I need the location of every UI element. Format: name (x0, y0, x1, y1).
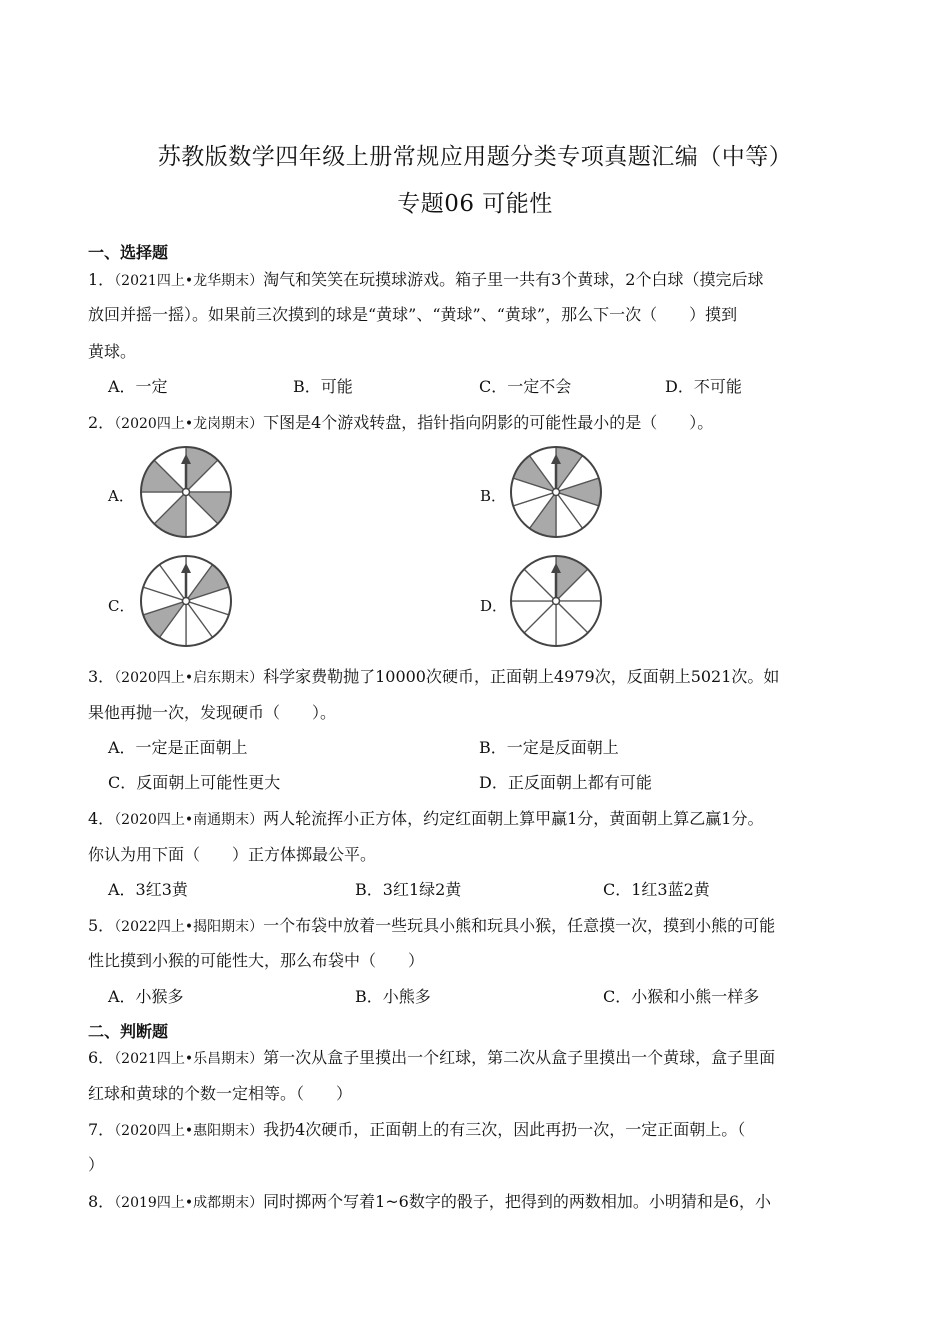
q1-text-3: 黄球。 (88, 342, 137, 361)
question-6-line-1 (88, 1048, 868, 1069)
question-4-line-1 (88, 809, 868, 830)
q1-text-1: 淘气和笑笑在玩摸球游戏。箱子里一共有3个黄球，2个白球（摸完后球 (263, 270, 764, 289)
q3-option-a[interactable]: A．一定是正面朝上 (108, 738, 248, 757)
q4-text-1: 两人轮流挥小正方体，约定红面朝上算甲赢1分，黄面朝上算乙赢1分。 (263, 809, 764, 828)
q7-text-2: ） (88, 1155, 105, 1174)
q2-option-c-label[interactable]: C． (108, 597, 135, 615)
q5-number: 5． (88, 916, 115, 935)
q2-option-d-label[interactable]: D． (480, 597, 508, 615)
page-title: 苏教版数学四年级上册常规应用题分类专项真题汇编（中等） (157, 144, 793, 170)
q6-number: 6． (88, 1048, 115, 1067)
q1-option-d[interactable]: D．不可能 (665, 377, 742, 396)
q5-option-b[interactable]: B．小熊多 (355, 987, 431, 1006)
q6-text-2: 红球和黄球的个数一定相等。（ ） (88, 1084, 353, 1103)
q5-text-1: 一个布袋中放着一些玩具小熊和玩具小猴，任意摸一次，摸到小熊的可能 (263, 916, 776, 935)
spinner-d[interactable] (508, 553, 604, 649)
question-3-line-1 (88, 667, 868, 688)
q6-source: （2021四上•乐昌期末） (114, 1051, 264, 1067)
q5-source: （2022四上•揭阳期末） (114, 919, 264, 935)
question-2-line-1 (88, 413, 868, 434)
q8-source: （2019四上•成都期末） (114, 1195, 264, 1211)
section-judgment: 二、判断题 (88, 1022, 169, 1041)
q2-option-b-label[interactable]: B． (480, 487, 507, 505)
q5-option-a[interactable]: A．小猴多 (108, 987, 184, 1006)
page-subtitle: 专题06 可能性 (397, 191, 553, 217)
q5-text-2: 性比摸到小猴的可能性大，那么布袋中（ ） (88, 951, 425, 970)
q1-source: （2021四上•龙华期末） (114, 273, 264, 289)
q3-text-1: 科学家费勒抛了10000次硬币，正面朝上4979次，反面朝上5021次。如 (263, 667, 780, 686)
q3-number: 3． (88, 667, 115, 686)
q4-option-a[interactable]: A．3红3黄 (108, 880, 188, 899)
q5-option-c[interactable]: C．小猴和小熊一样多 (603, 987, 760, 1006)
q1-text-2: 放回并摇一摇）。如果前三次摸到的球是“黄球”、“黄球”、“黄球”，那么下一次（ ）摸到 (88, 305, 738, 324)
q1-option-b[interactable]: B．可能 (293, 377, 353, 396)
q2-source: （2020四上•龙岗期末） (114, 416, 264, 432)
q4-option-b[interactable]: B．3红1绿2黄 (355, 880, 462, 899)
q3-source: （2020四上•启东期末） (114, 670, 264, 686)
q4-text-2: 你认为用下面（ ）正方体掷最公平。 (88, 845, 377, 864)
q2-number: 2． (88, 413, 115, 432)
q7-number: 7． (88, 1120, 115, 1139)
q8-text-1: 同时掷两个写着1~6数字的骰子，把得到的两数相加。小明猜和是6，小 (263, 1192, 772, 1211)
spinner-c[interactable] (138, 553, 234, 649)
section-choice: 一、选择题 (88, 243, 169, 262)
q7-source: （2020四上•惠阳期末） (114, 1123, 264, 1139)
question-7-line-1 (88, 1120, 868, 1141)
q4-source: （2020四上•南通期末） (114, 812, 264, 828)
q8-number: 8． (88, 1192, 115, 1211)
q3-option-b[interactable]: B．一定是反面朝上 (479, 738, 619, 757)
question-5-line-1 (88, 916, 868, 937)
question-1-line-1 (88, 270, 868, 291)
q1-option-a[interactable]: A．一定 (108, 377, 168, 396)
spinner-b[interactable] (508, 444, 604, 540)
q3-text-2: 果他再抛一次，发现硬币（ ）。 (88, 703, 337, 722)
q3-option-d[interactable]: D．正反面朝上都有可能 (479, 773, 652, 792)
spinner-a[interactable] (138, 444, 234, 540)
q2-option-a-label[interactable]: A． (108, 487, 134, 505)
q1-option-c[interactable]: C．一定不会 (479, 377, 572, 396)
q2-text-1: 下图是4个游戏转盘，指针指向阴影的可能性最小的是（ ）。 (263, 413, 714, 432)
q4-number: 4． (88, 809, 115, 828)
q4-option-c[interactable]: C．1红3蓝2黄 (603, 880, 710, 899)
question-8-line-1 (88, 1192, 868, 1213)
q1-number: 1． (88, 270, 115, 289)
q3-option-c[interactable]: C．反面朝上可能性更大 (108, 773, 281, 792)
q6-text-1: 第一次从盒子里摸出一个红球，第二次从盒子里摸出一个黄球，盒子里面 (263, 1048, 776, 1067)
q7-text-1: 我扔4次硬币，正面朝上的有三次，因此再扔一次，一定正面朝上。（ (263, 1120, 746, 1139)
